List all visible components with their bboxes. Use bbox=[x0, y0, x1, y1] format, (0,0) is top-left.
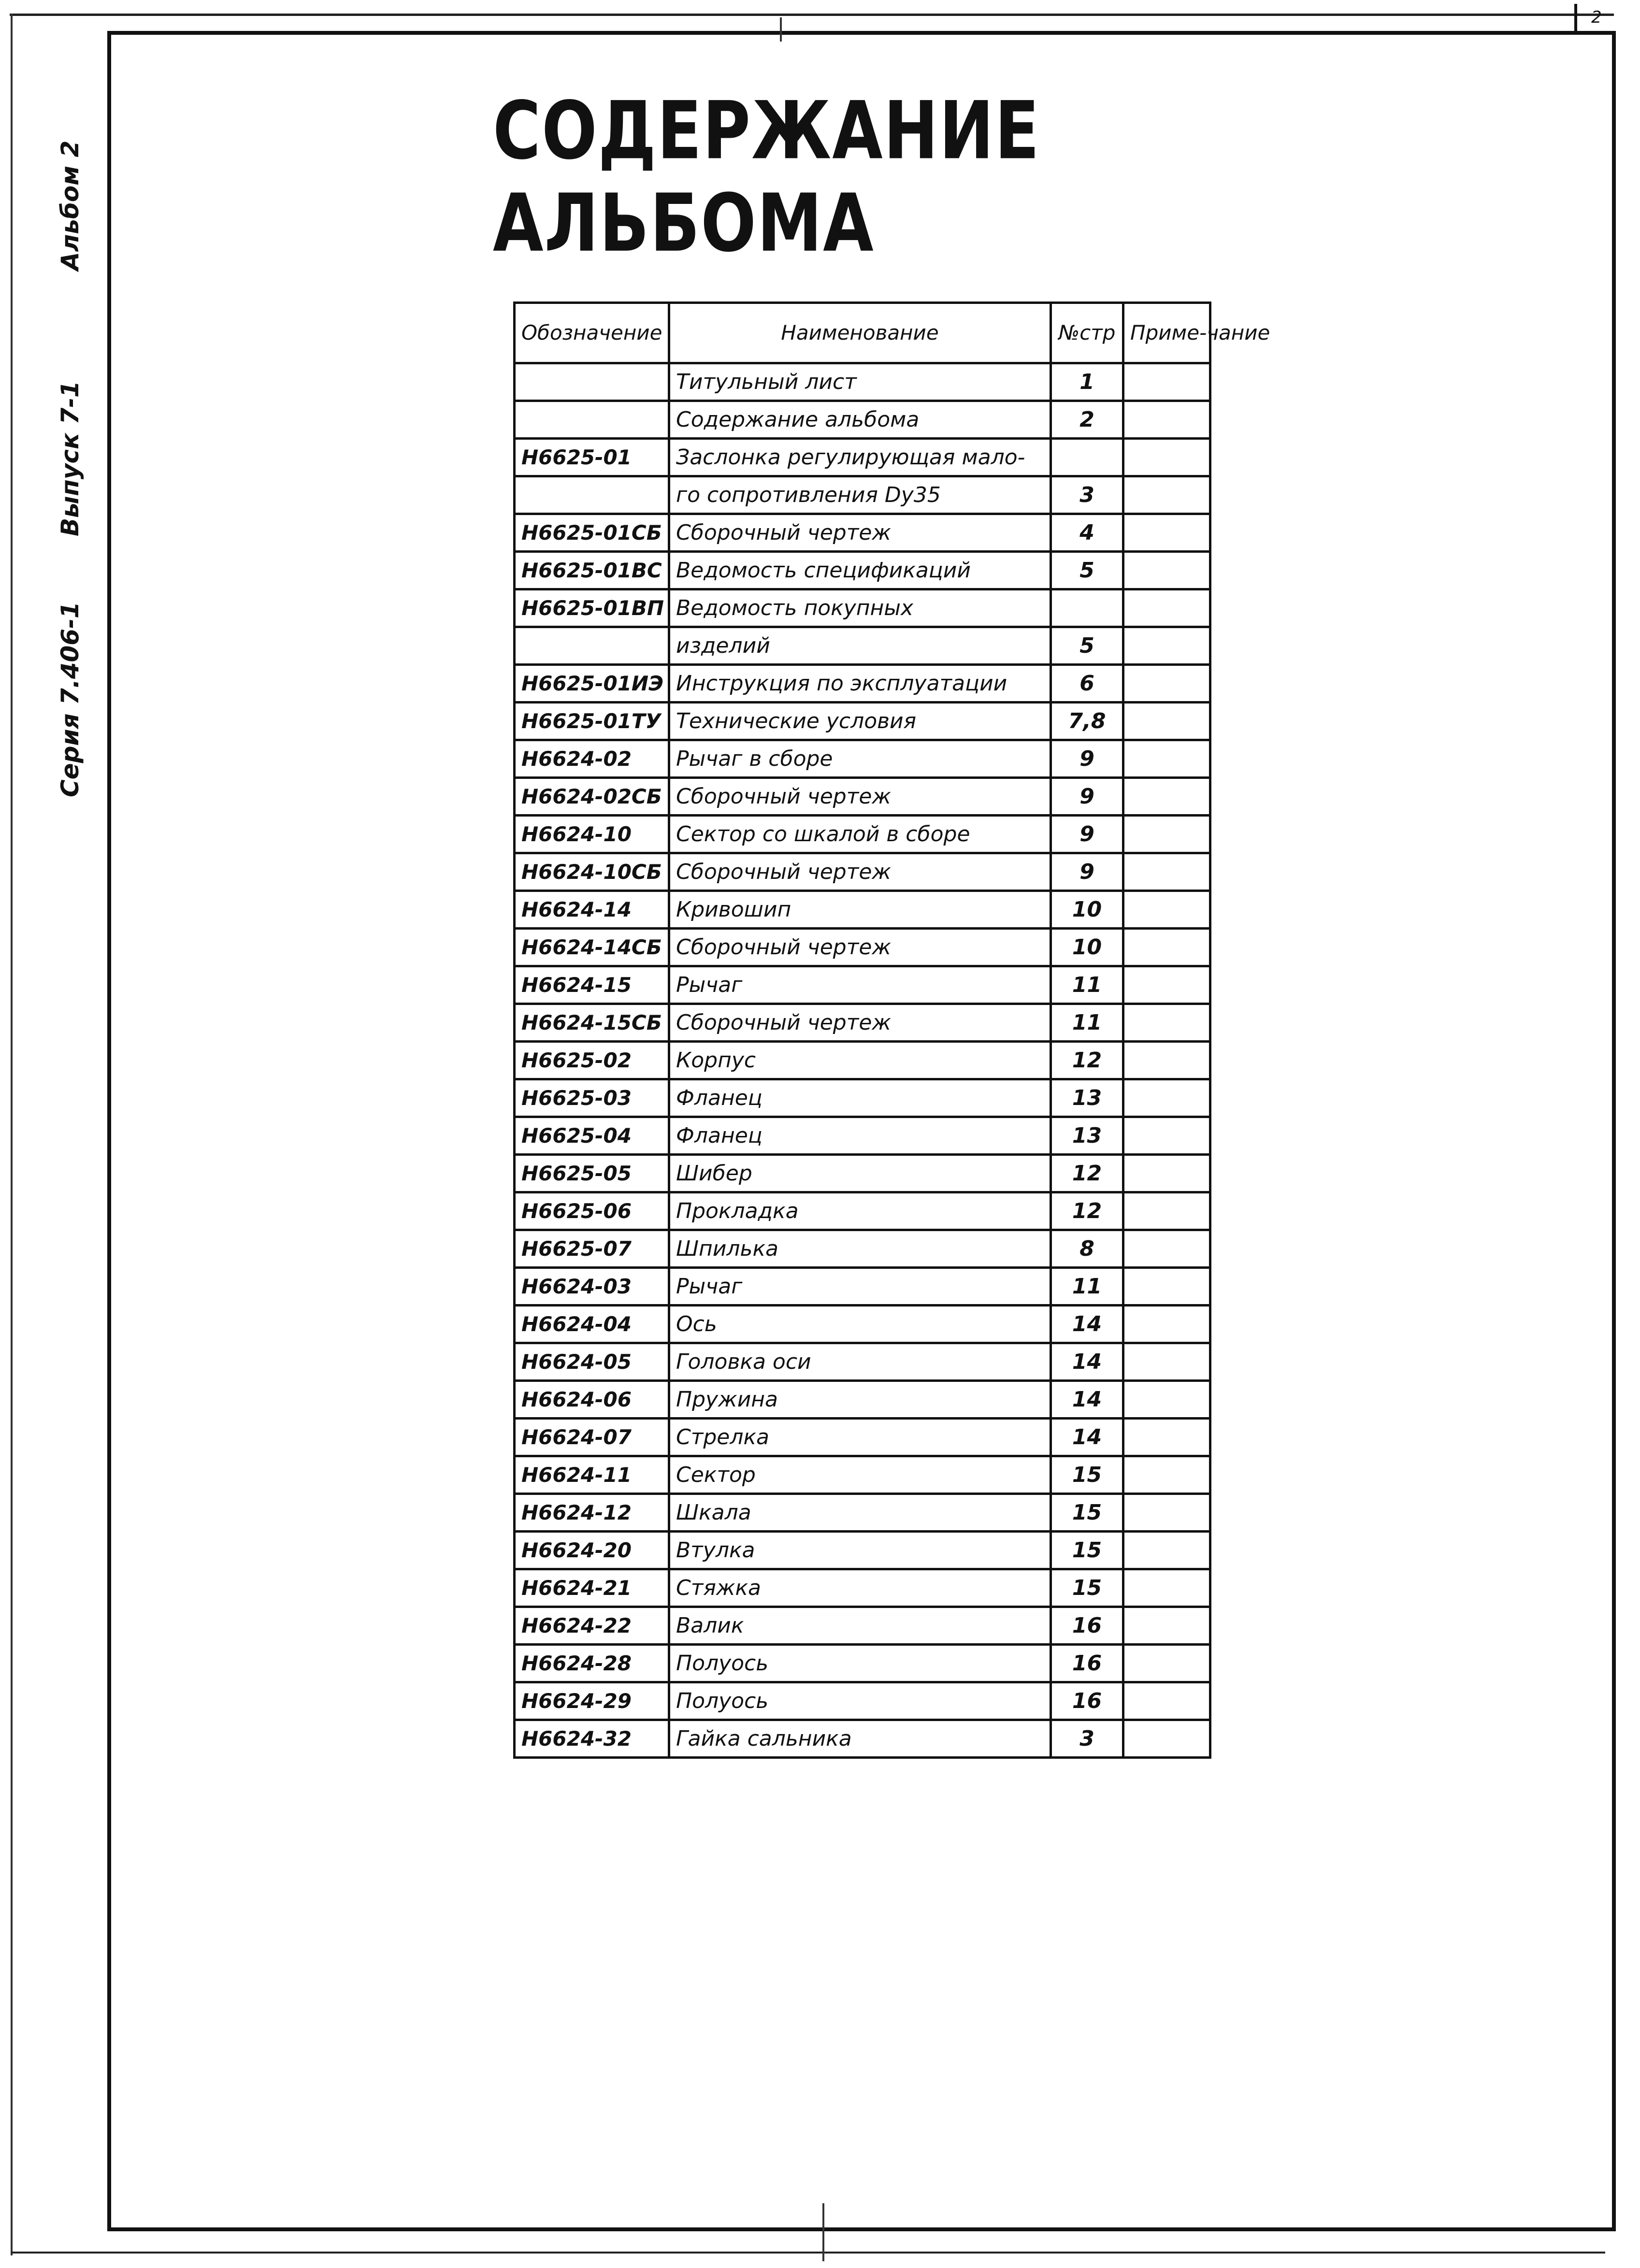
cell-page: 12 bbox=[1051, 1192, 1123, 1230]
cell-note bbox=[1123, 1569, 1210, 1607]
cell-name: Стяжка bbox=[669, 1569, 1051, 1607]
cell-page: 10 bbox=[1051, 929, 1123, 966]
cell-note bbox=[1123, 816, 1210, 853]
cell-page: 11 bbox=[1051, 966, 1123, 1004]
table-row bbox=[515, 1419, 1210, 1456]
cell-designation: Н6624-11 bbox=[515, 1456, 669, 1494]
cell-note bbox=[1123, 514, 1210, 552]
table-row bbox=[515, 627, 1210, 665]
table-row bbox=[515, 891, 1210, 929]
cell-note bbox=[1123, 1456, 1210, 1494]
cell-designation: Н6625-04 bbox=[515, 1117, 669, 1155]
cell-page: 14 bbox=[1051, 1381, 1123, 1419]
cell-name: Фланец bbox=[669, 1079, 1051, 1117]
table-row bbox=[515, 552, 1210, 589]
cell-note bbox=[1123, 363, 1210, 401]
page-title: СОДЕРЖАНИЕ АЛЬБОМА bbox=[493, 85, 1040, 270]
cell-note bbox=[1123, 1532, 1210, 1569]
cell-page: 3 bbox=[1051, 1720, 1123, 1758]
cell-note bbox=[1123, 703, 1210, 740]
cell-name: Головка оси bbox=[669, 1343, 1051, 1381]
table-row bbox=[515, 966, 1210, 1004]
side-stamp-issue: Выпуск 7-1 bbox=[56, 381, 84, 536]
cell-note bbox=[1123, 1720, 1210, 1758]
cell-name: Заслонка регулирующая мало- bbox=[669, 439, 1051, 476]
cell-designation: Н6625-01ТУ bbox=[515, 703, 669, 740]
table-body bbox=[515, 363, 1210, 1758]
cell-note bbox=[1123, 401, 1210, 439]
cell-note bbox=[1123, 1607, 1210, 1645]
cell-page: 11 bbox=[1051, 1004, 1123, 1042]
cell-designation: Н6624-14СБ bbox=[515, 929, 669, 966]
table-row bbox=[515, 1532, 1210, 1569]
cell-page: 15 bbox=[1051, 1494, 1123, 1532]
cell-page: 12 bbox=[1051, 1155, 1123, 1192]
table-row bbox=[515, 514, 1210, 552]
cell-page: 16 bbox=[1051, 1682, 1123, 1720]
cell-name: Шкала bbox=[669, 1494, 1051, 1532]
cell-note bbox=[1123, 853, 1210, 891]
cell-page: 5 bbox=[1051, 627, 1123, 665]
cell-note bbox=[1123, 1117, 1210, 1155]
cell-designation: Н6624-04 bbox=[515, 1306, 669, 1343]
cell-name: Рычаг bbox=[669, 966, 1051, 1004]
cell-designation: Н6624-28 bbox=[515, 1645, 669, 1682]
cell-name: Кривошип bbox=[669, 891, 1051, 929]
cell-designation bbox=[515, 627, 669, 665]
header-page: №стр bbox=[1051, 303, 1123, 363]
cell-name: Титульный лист bbox=[669, 363, 1051, 401]
cell-name: Втулка bbox=[669, 1532, 1051, 1569]
cell-designation: Н6625-05 bbox=[515, 1155, 669, 1192]
cell-name: Прокладка bbox=[669, 1192, 1051, 1230]
cell-designation: Н6624-15СБ bbox=[515, 1004, 669, 1042]
cell-designation: Н6624-07 bbox=[515, 1419, 669, 1456]
cell-page: 4 bbox=[1051, 514, 1123, 552]
header-note: Приме-чание bbox=[1123, 303, 1210, 363]
cell-name: Полуось bbox=[669, 1645, 1051, 1682]
table-row bbox=[515, 1079, 1210, 1117]
cell-designation: Н6624-21 bbox=[515, 1569, 669, 1607]
side-stamp-series: Серия 7.406-1 bbox=[56, 602, 84, 797]
cell-name: Шпилька bbox=[669, 1230, 1051, 1268]
cell-page: 6 bbox=[1051, 665, 1123, 703]
cell-name: Полуось bbox=[669, 1682, 1051, 1720]
cell-designation: Н6625-06 bbox=[515, 1192, 669, 1230]
cell-name: изделий bbox=[669, 627, 1051, 665]
table-row bbox=[515, 1645, 1210, 1682]
table-row bbox=[515, 1607, 1210, 1645]
center-mark-bottom bbox=[822, 2203, 824, 2261]
cell-page: 16 bbox=[1051, 1645, 1123, 1682]
cell-note bbox=[1123, 665, 1210, 703]
cell-designation: Н6624-02 bbox=[515, 740, 669, 778]
table-row bbox=[515, 401, 1210, 439]
cell-note bbox=[1123, 1419, 1210, 1456]
cell-note bbox=[1123, 1230, 1210, 1268]
cell-page: 9 bbox=[1051, 853, 1123, 891]
cell-designation: Н6625-01ВС bbox=[515, 552, 669, 589]
cell-note bbox=[1123, 891, 1210, 929]
cell-name: Шибер bbox=[669, 1155, 1051, 1192]
cell-note bbox=[1123, 627, 1210, 665]
cell-designation: Н6625-03 bbox=[515, 1079, 669, 1117]
cell-designation: Н6625-01ВП bbox=[515, 589, 669, 627]
table-row bbox=[515, 1268, 1210, 1306]
contents-table bbox=[513, 301, 1270, 1759]
cell-note bbox=[1123, 1645, 1210, 1682]
cell-designation bbox=[515, 401, 669, 439]
cell-page: 9 bbox=[1051, 816, 1123, 853]
cell-designation bbox=[515, 476, 669, 514]
table-row bbox=[515, 1192, 1210, 1230]
cell-designation: Н6624-06 bbox=[515, 1381, 669, 1419]
cell-designation: Н6624-10 bbox=[515, 816, 669, 853]
cell-name: Сборочный чертеж bbox=[669, 514, 1051, 552]
cell-name: Сборочный чертеж bbox=[669, 853, 1051, 891]
table-row bbox=[515, 589, 1210, 627]
cell-name: Сборочный чертеж bbox=[669, 1004, 1051, 1042]
cell-page: 5 bbox=[1051, 552, 1123, 589]
cell-name: Инструкция по эксплуатации bbox=[669, 665, 1051, 703]
cell-designation: Н6624-15 bbox=[515, 966, 669, 1004]
cell-note bbox=[1123, 1042, 1210, 1079]
cell-name: Ведомость спецификаций bbox=[669, 552, 1051, 589]
cell-name: Сектор bbox=[669, 1456, 1051, 1494]
top-trim-line bbox=[10, 14, 1614, 16]
cell-designation: Н6624-03 bbox=[515, 1268, 669, 1306]
cell-note bbox=[1123, 1268, 1210, 1306]
cell-designation: Н6624-05 bbox=[515, 1343, 669, 1381]
table-row bbox=[515, 1569, 1210, 1607]
table-row bbox=[515, 1494, 1210, 1532]
table-row bbox=[515, 1343, 1210, 1381]
cell-page: 13 bbox=[1051, 1079, 1123, 1117]
cell-name: Валик bbox=[669, 1607, 1051, 1645]
table-row bbox=[515, 853, 1210, 891]
cell-designation: Н6624-02СБ bbox=[515, 778, 669, 816]
cell-note bbox=[1123, 1155, 1210, 1192]
cell-page bbox=[1051, 439, 1123, 476]
cell-name: Сектор со шкалой в сборе bbox=[669, 816, 1051, 853]
table-row bbox=[515, 816, 1210, 853]
cell-name: Ведомость покупных bbox=[669, 589, 1051, 627]
cell-page: 14 bbox=[1051, 1343, 1123, 1381]
cell-name: Фланец bbox=[669, 1117, 1051, 1155]
cell-note bbox=[1123, 476, 1210, 514]
cell-page: 3 bbox=[1051, 476, 1123, 514]
cell-page: 12 bbox=[1051, 1042, 1123, 1079]
cell-note bbox=[1123, 1192, 1210, 1230]
left-trim-line bbox=[11, 14, 13, 2255]
table-row bbox=[515, 703, 1210, 740]
cell-page bbox=[1051, 589, 1123, 627]
cell-designation: Н6624-10СБ bbox=[515, 853, 669, 891]
cell-name: Пружина bbox=[669, 1381, 1051, 1419]
cell-page: 10 bbox=[1051, 891, 1123, 929]
table-row bbox=[515, 476, 1210, 514]
cell-note bbox=[1123, 1381, 1210, 1419]
cell-note bbox=[1123, 1682, 1210, 1720]
cell-page: 15 bbox=[1051, 1456, 1123, 1494]
cell-designation: Н6624-20 bbox=[515, 1532, 669, 1569]
cell-note bbox=[1123, 966, 1210, 1004]
cell-name: Рычаг в сборе bbox=[669, 740, 1051, 778]
table-row bbox=[515, 1381, 1210, 1419]
header-name: Наименование bbox=[669, 303, 1051, 363]
cell-note bbox=[1123, 552, 1210, 589]
cell-designation: Н6624-12 bbox=[515, 1494, 669, 1532]
cell-name: Ось bbox=[669, 1306, 1051, 1343]
header-designation: Обозначение bbox=[515, 303, 669, 363]
cell-designation: Н6624-14 bbox=[515, 891, 669, 929]
cell-note bbox=[1123, 1306, 1210, 1343]
table-row bbox=[515, 1682, 1210, 1720]
cell-designation: Н6625-01СБ bbox=[515, 514, 669, 552]
cell-name: Технические условия bbox=[669, 703, 1051, 740]
bottom-trim-line bbox=[11, 2252, 1605, 2254]
cell-name: Сборочный чертеж bbox=[669, 929, 1051, 966]
table-row bbox=[515, 1456, 1210, 1494]
cell-name: Рычаг bbox=[669, 1268, 1051, 1306]
cell-note bbox=[1123, 1079, 1210, 1117]
sheet-number: 2 bbox=[1574, 4, 1616, 31]
cell-page: 9 bbox=[1051, 778, 1123, 816]
cell-name: Стрелка bbox=[669, 1419, 1051, 1456]
cell-name: Содержание альбома bbox=[669, 401, 1051, 439]
cell-page: 16 bbox=[1051, 1607, 1123, 1645]
table-row bbox=[515, 1230, 1210, 1268]
cell-designation: Н6624-29 bbox=[515, 1682, 669, 1720]
table-row bbox=[515, 439, 1210, 476]
cell-page: 13 bbox=[1051, 1117, 1123, 1155]
table-row bbox=[515, 1155, 1210, 1192]
cell-designation: Н6625-01ИЭ bbox=[515, 665, 669, 703]
table-header-row bbox=[515, 303, 1210, 363]
cell-note bbox=[1123, 1004, 1210, 1042]
table-row bbox=[515, 740, 1210, 778]
cell-designation: Н6625-02 bbox=[515, 1042, 669, 1079]
table-row bbox=[515, 778, 1210, 816]
cell-name: Корпус bbox=[669, 1042, 1051, 1079]
table-row bbox=[515, 1720, 1210, 1758]
side-stamp-album: Альбом 2 bbox=[56, 140, 84, 271]
cell-page: 8 bbox=[1051, 1230, 1123, 1268]
cell-page: 2 bbox=[1051, 401, 1123, 439]
cell-page: 9 bbox=[1051, 740, 1123, 778]
cell-page: 7,8 bbox=[1051, 703, 1123, 740]
table-row bbox=[515, 1306, 1210, 1343]
cell-name: Сборочный чертеж bbox=[669, 778, 1051, 816]
cell-page: 14 bbox=[1051, 1306, 1123, 1343]
cell-designation: Н6624-22 bbox=[515, 1607, 669, 1645]
cell-page: 15 bbox=[1051, 1569, 1123, 1607]
center-mark-top bbox=[780, 17, 782, 42]
cell-note bbox=[1123, 778, 1210, 816]
cell-name: Гайка сальника bbox=[669, 1720, 1051, 1758]
cell-page: 15 bbox=[1051, 1532, 1123, 1569]
cell-page: 14 bbox=[1051, 1419, 1123, 1456]
table-row bbox=[515, 1042, 1210, 1079]
cell-note bbox=[1123, 1343, 1210, 1381]
cell-designation: Н6625-01 bbox=[515, 439, 669, 476]
table-row bbox=[515, 1004, 1210, 1042]
cell-page: 1 bbox=[1051, 363, 1123, 401]
table-row bbox=[515, 1117, 1210, 1155]
table-row bbox=[515, 665, 1210, 703]
table-row bbox=[515, 363, 1210, 401]
cell-designation bbox=[515, 363, 669, 401]
cell-designation: Н6625-07 bbox=[515, 1230, 669, 1268]
table-row bbox=[515, 929, 1210, 966]
cell-note bbox=[1123, 929, 1210, 966]
cell-note bbox=[1123, 439, 1210, 476]
cell-designation: Н6624-32 bbox=[515, 1720, 669, 1758]
cell-name: го сопротивления Dу35 bbox=[669, 476, 1051, 514]
cell-note bbox=[1123, 740, 1210, 778]
cell-page: 11 bbox=[1051, 1268, 1123, 1306]
cell-note bbox=[1123, 589, 1210, 627]
cell-note bbox=[1123, 1494, 1210, 1532]
